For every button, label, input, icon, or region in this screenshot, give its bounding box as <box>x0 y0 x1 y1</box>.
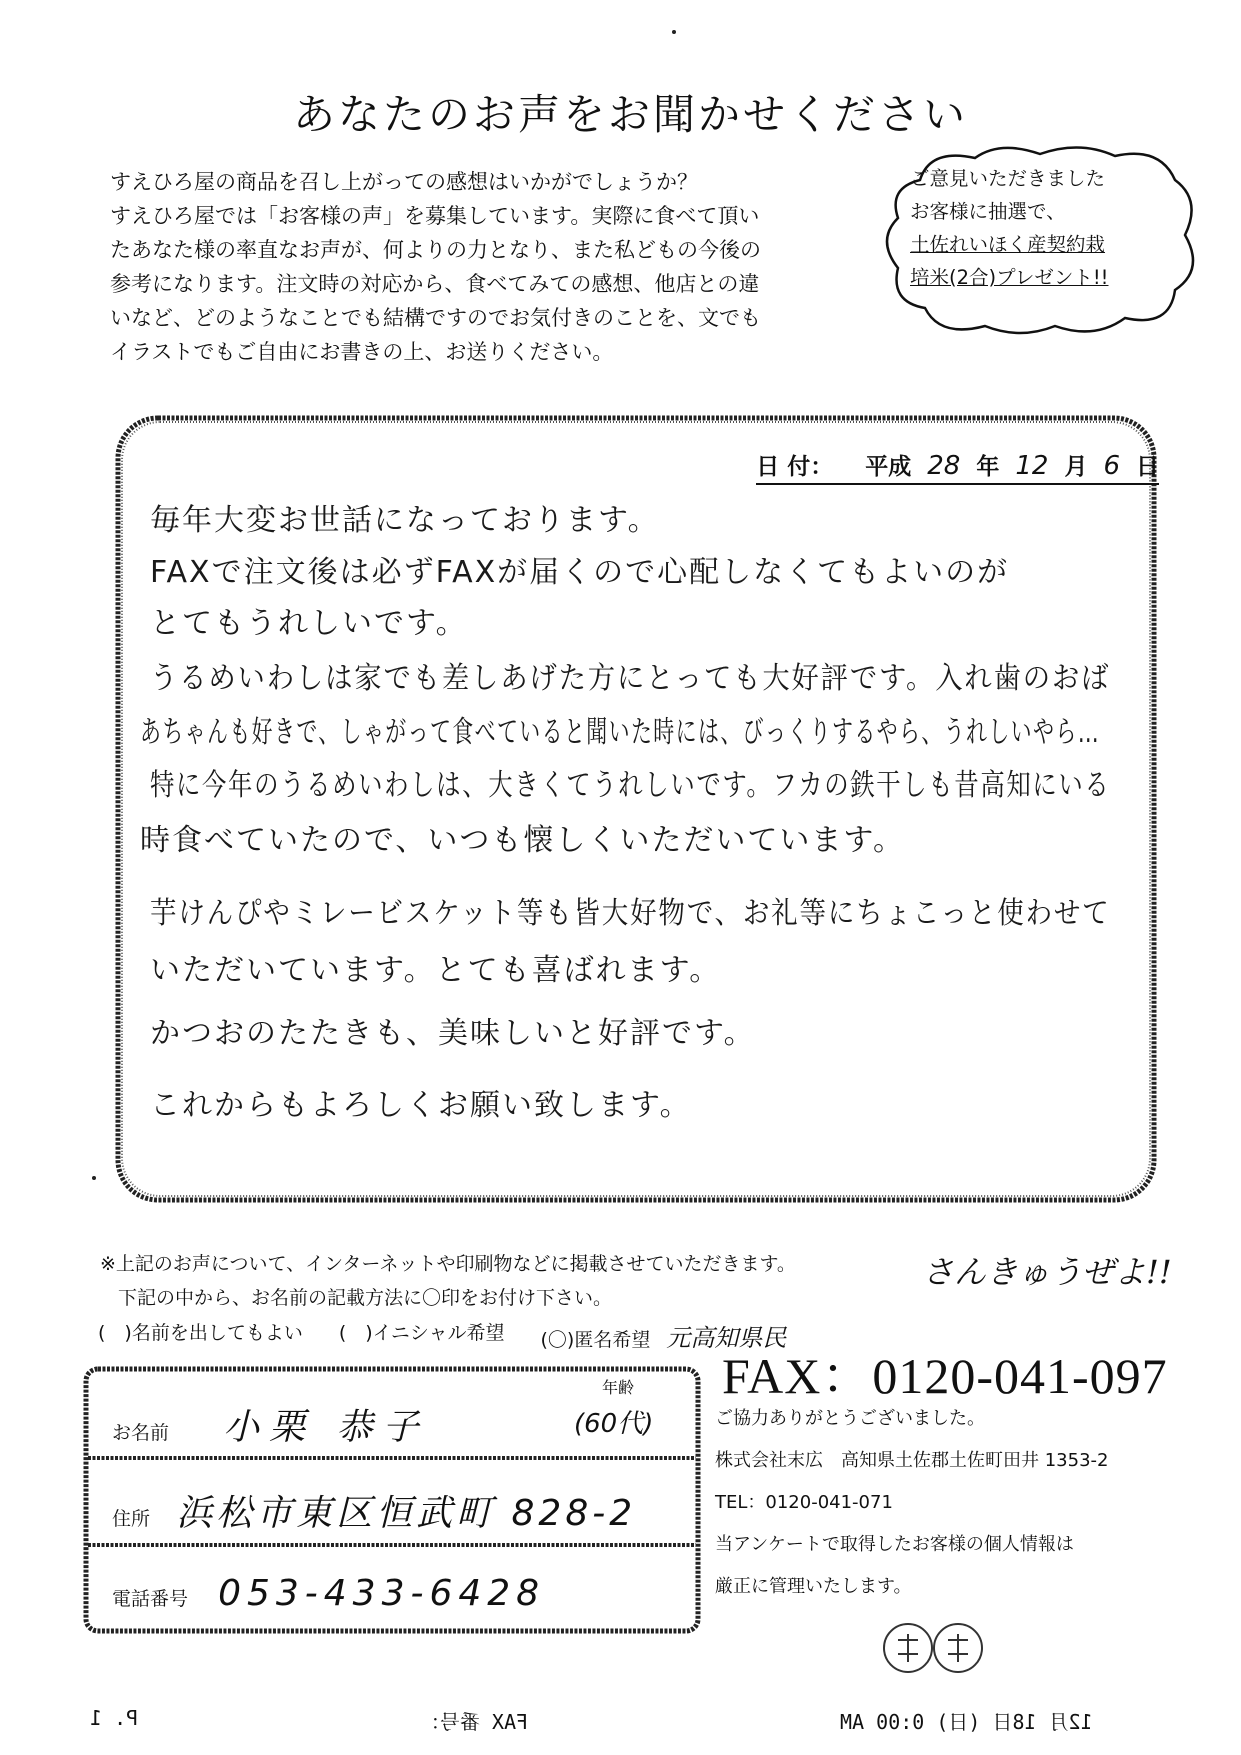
option-anonymous-note: 元高知県民 <box>666 1324 787 1352</box>
date-field <box>756 448 1159 485</box>
name-label: お名前 <box>112 1422 170 1444</box>
privacy-text: 当アンケートで取得したお客様の個人情報は <box>715 1534 1074 1555</box>
footer-timestamp: 12月 18日 (日) 0:00 AM <box>840 1710 1093 1734</box>
address-field[interactable]: 浜松市東区恒武町 828-2 <box>176 1493 637 1534</box>
message-line: 毎年大変お世話になっております。 <box>150 503 660 538</box>
message-line: これからもよろしくお願い致します。 <box>150 1088 692 1123</box>
company-address: 株式会社末広 高知県土佐郡土佐町田井 1353-2 <box>715 1450 1109 1471</box>
address-label: 住所 <box>112 1508 151 1530</box>
cloud-line: ご意見いただきました <box>910 167 1106 190</box>
intro-line: たあなた様の率直なお声が、何よりの力となり、また私どもの今後の <box>110 238 761 262</box>
customer-info-form <box>82 1365 702 1635</box>
option-show-name[interactable]: ( )名前を出してもよい <box>98 1322 303 1344</box>
date-year-unit: 年 <box>976 454 1000 480</box>
scan-speck <box>672 30 676 34</box>
message-line: とてもうれしいです。 <box>150 606 468 641</box>
age-label: 年齢 <box>602 1378 635 1397</box>
intro-line: いなど、どのようなことでも結構ですのでお気付きのことを、文でも <box>110 306 761 330</box>
name-row <box>112 1399 429 1450</box>
phone-row <box>112 1573 545 1614</box>
company-tel: TEL：0120-041-071 <box>715 1492 893 1513</box>
message-line: かつおのたたきも、美味しいと好評です。 <box>150 1016 756 1051</box>
date-era: 平成 <box>865 454 912 480</box>
date-day-unit: 日 <box>1136 454 1159 480</box>
message-line: あちゃんも好きで、しゃがって食べていると聞いた時には、びっくりするやら、うれしいやら… <box>140 715 1101 750</box>
phone-field[interactable]: 053-433-6428 <box>218 1573 546 1614</box>
phone-label: 電話番号 <box>112 1588 189 1610</box>
sankyu-slogan: さんきゅうぜよ!! <box>922 1253 1172 1291</box>
intro-line: イラストでもご自由にお書きの上、お送りください。 <box>110 340 614 364</box>
cloud-line: 土佐れいほく産契約栽 <box>910 233 1106 256</box>
campaign-cloud <box>880 140 1200 340</box>
publication-notice <box>100 1247 796 1315</box>
cloud-line: 培米(2合)プレゼント!! <box>910 266 1109 289</box>
intro-line: すえひろ屋では「お客様の声」を募集しています。実際に食べて頂い <box>110 204 760 228</box>
intro-paragraph <box>110 165 890 369</box>
date-day: 6 <box>1103 451 1120 481</box>
stamp-icon <box>880 1620 990 1676</box>
notice-line: ※上記のお声について、インターネットや印刷物などに掲載させていただきます。 <box>100 1253 796 1275</box>
intro-line: 参考になります。注文時の対応から、食べてみての感想、他店との違 <box>110 272 760 296</box>
date-year: 28 <box>927 451 961 481</box>
footer-fax-label: FAX 番号： <box>420 1710 529 1734</box>
date-label: 日 付： <box>756 454 834 480</box>
address-row <box>112 1485 636 1536</box>
intro-line: すえひろ屋の商品を召し上がっての感想はいかがでしょうか？ <box>110 170 698 194</box>
option-initials[interactable]: ( )イニシャル希望 <box>338 1322 505 1344</box>
message-line: 芋けんぴやミレービスケット等も皆大好物で、お礼等にちょこっと使わせて <box>150 896 1111 931</box>
scan-speck <box>92 1176 96 1180</box>
fax-footer <box>0 1706 1241 1736</box>
footer-page: P. 1 <box>90 1706 139 1730</box>
name-field[interactable]: 小栗 恭子 <box>223 1407 429 1448</box>
message-line: 時食べていたので、いつも懐しくいただいています。 <box>140 823 905 858</box>
age-field[interactable]: (60代) <box>574 1409 654 1439</box>
fax-number: FAX：0120-041-097 <box>722 1348 1168 1404</box>
thanks-text: ご協力ありがとうございました。 <box>715 1408 985 1429</box>
cloud-line: お客様に抽選で、 <box>910 200 1066 223</box>
privacy-text: 厳正に管理いたします。 <box>715 1576 912 1597</box>
message-line: いただいています。とても喜ばれます。 <box>150 953 722 988</box>
page-title: あなたのお声をお聞かせください <box>292 90 968 139</box>
name-options <box>98 1318 786 1353</box>
notice-line: 下記の中から、お名前の記載方法に〇印をお付け下さい。 <box>118 1287 613 1309</box>
message-line: 特に今年のうるめいわしは、大きくてうれしいです。フカの鉄干しも昔高知にいる <box>150 768 1111 803</box>
message-line: うるめいわしは家でも差しあげた方にとっても大好評です。入れ歯のおば <box>150 661 1111 696</box>
approval-stamps <box>880 1620 990 1676</box>
company-info <box>715 1398 1108 1608</box>
message-line: FAXで注文後は必ずFAXが届くので心配しなくてもよいのが <box>150 555 1010 590</box>
date-month: 12 <box>1015 451 1049 481</box>
option-anonymous-label: (〇)匿名希望 <box>540 1329 651 1351</box>
date-month-unit: 月 <box>1064 454 1088 480</box>
